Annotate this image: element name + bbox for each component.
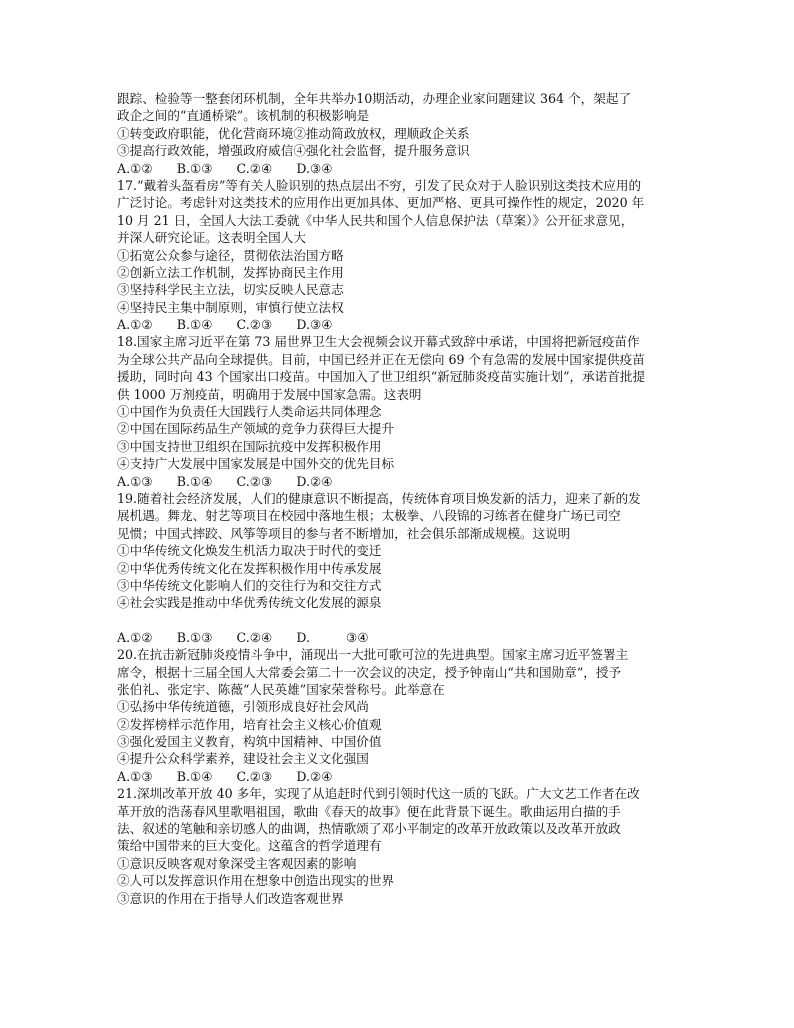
text-line: 跟踪、检验等一整套闭环机制，全年共举办10期活动，办理企业家问题建议 364 个，架起了 bbox=[117, 91, 632, 106]
option-line: ①意识反映客观对象深受主客观因素的影响 bbox=[117, 855, 357, 871]
text-line: 见惯；中国式摔跤、风筝等项目的参与者不断增加，社会俱乐部渐成规模。这说明 bbox=[117, 525, 571, 541]
text-line: 广泛讨论。考虑针对这类技术的应用作出更加具体、更加严格、更具可操作性的规定，2020 年 bbox=[117, 195, 645, 211]
text-line: 策给中国带来的巨大变化。这蕴含的哲学道理有 bbox=[117, 838, 382, 854]
option-line: ①中华传统文化焕发生机活力取决于时代的变迁 bbox=[117, 543, 382, 559]
option-line: ①中国作为负责任大国践行人类命运共同体理念 bbox=[117, 404, 382, 420]
text-line: 10 月 21 日，全国人大法工委就《中华人民共和国个人信息保护法（草案）》公开征求意见， bbox=[117, 212, 634, 228]
text-line: 法、叙述的笔触和亲切感人的曲调，热情歌颂了邓小平制定的改革开放政策以及改革开放政 bbox=[117, 821, 621, 837]
text-line: 席令，根据十三届全国人大常委会第二十一次会议的决定，授予钟南山“共和国勋章”，授予 bbox=[117, 664, 622, 680]
option-line: ③坚持科学民主立法，切实反映人民意志 bbox=[117, 282, 344, 298]
option-line: ①转变政府职能，优化营商环境②推动简政放权，理顺政企关系 bbox=[117, 125, 470, 141]
question-19-text: 19.随着社会经济发展，人们的健康意识不断提高，传统体育项目焕发新的活力，迎来了新的发 bbox=[117, 490, 641, 506]
question-18-text: 18.国家主席习近平在第 73 届世界卫生大会视频会议开幕式致辞中承诺，中国将把新冠疫苗作 bbox=[117, 334, 640, 350]
option-line: ④支持广大发展中国家发展是中国外交的优先目标 bbox=[117, 456, 395, 472]
blank-line bbox=[117, 612, 682, 629]
text-line: 为全球公共产品向全球提供。目前，中国已经并正在无偿向 69 个有急需的发展中国家提供疫苗 bbox=[117, 351, 645, 367]
text-line: 援助，同时向 43 个国家出口疫苗。中国加入了世卫组织“新冠肺炎疫苗实施计划”，承诺首批提 bbox=[117, 369, 646, 385]
text-line: 革开放的浩荡春风里歌唱祖国，歌曲《春天的故事》便在此背景下诞生。歌曲运用白描的手 bbox=[117, 803, 621, 819]
option-line: ②发挥榜样示范作用，培育社会主义核心价值观 bbox=[117, 716, 382, 732]
answer-choices: A.①② B.①③ C.②④ D.③④ bbox=[117, 160, 333, 176]
option-line: ②中华优秀传统文化在发挥积极作用中传承发展 bbox=[117, 560, 382, 576]
option-line: ③强化爱国主义教育，构筑中国精神、中国价值 bbox=[117, 734, 382, 750]
text-line: 供 1000 万剂疫苗，明确用于发展中国家急需。这表明 bbox=[117, 386, 422, 402]
text-line: 并深人研究论证。这表明全国人大 bbox=[117, 230, 306, 246]
answer-choices: A.①③ B.①④ C.②③ D.②④ bbox=[117, 473, 333, 489]
option-line: ③中国支持世卫组织在国际抗疫中发挥积极作用 bbox=[117, 438, 382, 454]
option-line: ①弘扬中华传统道德，引领形成良好社会风尚 bbox=[117, 699, 369, 715]
text-line: 张伯礼、张定宇、陈薇“人民英雄”国家荣誉称号。此举意在 bbox=[117, 681, 445, 697]
text-line: 政企之间的“直通桥梁”。该机制的积极影响是 bbox=[117, 108, 370, 124]
option-line: ①拓宽公众参与途径，贯彻依法治国方略 bbox=[117, 247, 344, 263]
answer-choices: A.①② B.①④ C.②③ D.③④ bbox=[117, 317, 333, 333]
question-20-text: 20.在抗击新冠肺炎疫情斗争中，涌现出一大批可歌可泣的先进典型。国家主席习近平签署主 bbox=[117, 647, 629, 663]
option-line: ②创新立法工作机制，发挥协商民主作用 bbox=[117, 264, 344, 280]
answer-choices: A.①③ B.①④ C.②③ D.②④ bbox=[117, 768, 333, 784]
option-line: ④提升公众科学素养，建设社会主义文化强国 bbox=[117, 751, 369, 767]
exam-document bbox=[117, 90, 682, 907]
option-line: ③中华传统文化影响人们的交往行为和交往方式 bbox=[117, 577, 382, 593]
option-line: ③意识的作用在于指导人们改造客观世界 bbox=[117, 890, 344, 906]
answer-choices: A.①② B.①③ C.②④ D. ③④ bbox=[117, 629, 369, 645]
option-line: ④社会实践是推动中华优秀传统文化发展的源泉 bbox=[117, 595, 382, 611]
question-21-text: 21.深圳改革开放 40 多年，实现了从追赶时代到引领时代这一质的飞跃。广大文艺工作者在改 bbox=[117, 786, 640, 802]
text-line: 展机遇。舞龙、射艺等项目在校园中落地生根；太极拳、八段锦的习练者在健身广场已司空 bbox=[117, 508, 621, 524]
option-line: ④坚持民主集中制原则，审慎行使立法权 bbox=[117, 299, 344, 315]
option-line: ③提高行政效能，增强政府威信④强化社会监督，提升服务意识 bbox=[117, 143, 470, 159]
option-line: ②中国在国际药品生产领域的竞争力获得巨大提升 bbox=[117, 421, 395, 437]
question-17-text: 17.“戴着头盔看房”等有关人脸识别的热点层出不穷，引发了民众对于人脸识别这类技术应用的 bbox=[117, 177, 642, 193]
option-line: ②人可以发挥意识作用在想象中创造出现实的世界 bbox=[117, 873, 395, 889]
